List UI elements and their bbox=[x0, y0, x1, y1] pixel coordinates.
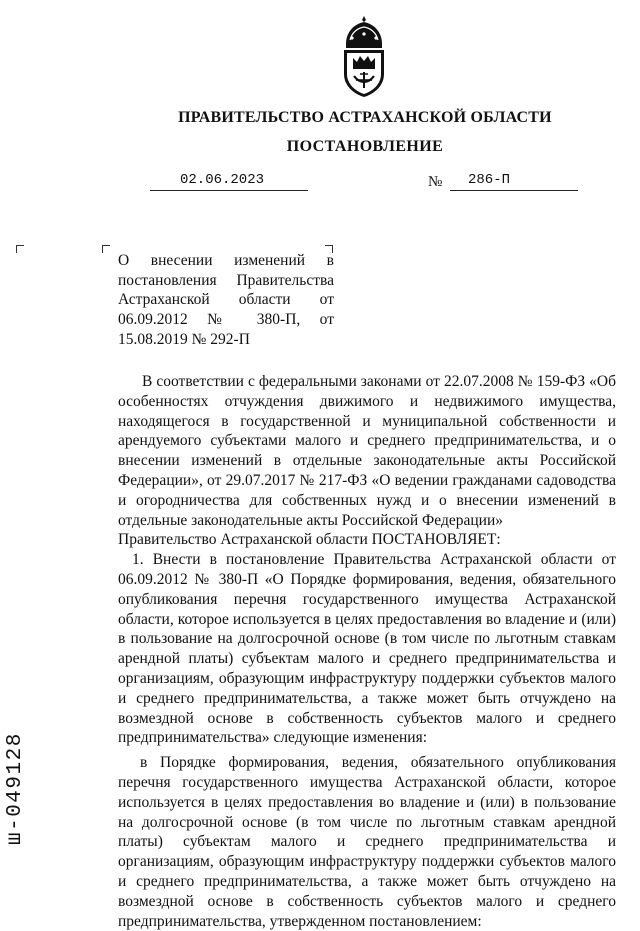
document-body bbox=[118, 372, 616, 931]
number-sign: № bbox=[428, 174, 443, 190]
number-value: 286-П bbox=[468, 172, 511, 188]
date-value: 02.06.2023 bbox=[180, 172, 265, 188]
document-subject: О внесении изменений в постановления Правительства Астраханской области от 06.09.2012 № 380-П, от 15.08.2019 № 292-П bbox=[118, 252, 334, 348]
amendment-paragraph: в Порядке формирования, ведения, обязательного опубликования перечня государственного имущества Астраханской области, которое используется в целях предоставления во владение и (или) в пользование на долгосрочной основе (в том числе по льготным ставкам арендной платы) субъектам малого и среднего предпринимательства и организациям, образующим инфраструктуру поддержки субъектов малого и среднего предпринимательства, а также может быть отчуждено на возмездной основе в собственность субъектов малого и среднего предпринимательства, утвержденном постановлением: bbox=[118, 754, 616, 930]
astrakhan-coat-of-arms-icon bbox=[336, 14, 392, 98]
serial-number: ш-049128 bbox=[4, 732, 27, 845]
number-field bbox=[450, 172, 578, 191]
document-type: ПОСТАНОВЛЕНИЕ bbox=[286, 138, 444, 155]
corner-mark bbox=[16, 245, 24, 253]
date-field bbox=[150, 172, 308, 191]
resolution-statement: Правительство Астраханской области ПОСТАНОВЛЯЕТ: bbox=[118, 531, 501, 549]
preamble-paragraph: В соответствии с федеральными законами от 22.07.2008 № 159-ФЗ «Об особенностях отчуждения движимого и недвижимого имущества, находящегося в государственной и муниципальной собственности и арендуемого субъектами малого и среднего предпринимательства, и о внесении изменений в отдельные законодательные акты Российской Федерации», от 29.07.2017 № 217-ФЗ «О ведении гражданами садоводства и огородничества для собственных нужд и о внесении изменений в отдельные законодательные акты Российской Федерации» bbox=[118, 373, 616, 529]
organization-title: ПРАВИТЕЛЬСТВО АСТРАХАНСКОЙ ОБЛАСТИ bbox=[178, 109, 552, 126]
corner-mark bbox=[102, 245, 110, 253]
clause-1-paragraph: 1. Внести в постановление Правительства Астраханской области от 06.09.2012 № 380-П «О Порядке формирования, ведения, обязательного опубликования перечня государственного имущества Астраханской области, которое используется в целях предоставления во владение и (или) в пользование на долгосрочной основе (в том числе по льготным ставкам арендной платы) субъектам малого и среднего предпринимательства и организациям, образующим инфраструктуру поддержки субъектов малого и среднего предпринимательства, а также может быть отчуждено на возмездной основе в собственность субъектов малого и среднего предпринимательства» следующие изменения: bbox=[118, 551, 616, 747]
